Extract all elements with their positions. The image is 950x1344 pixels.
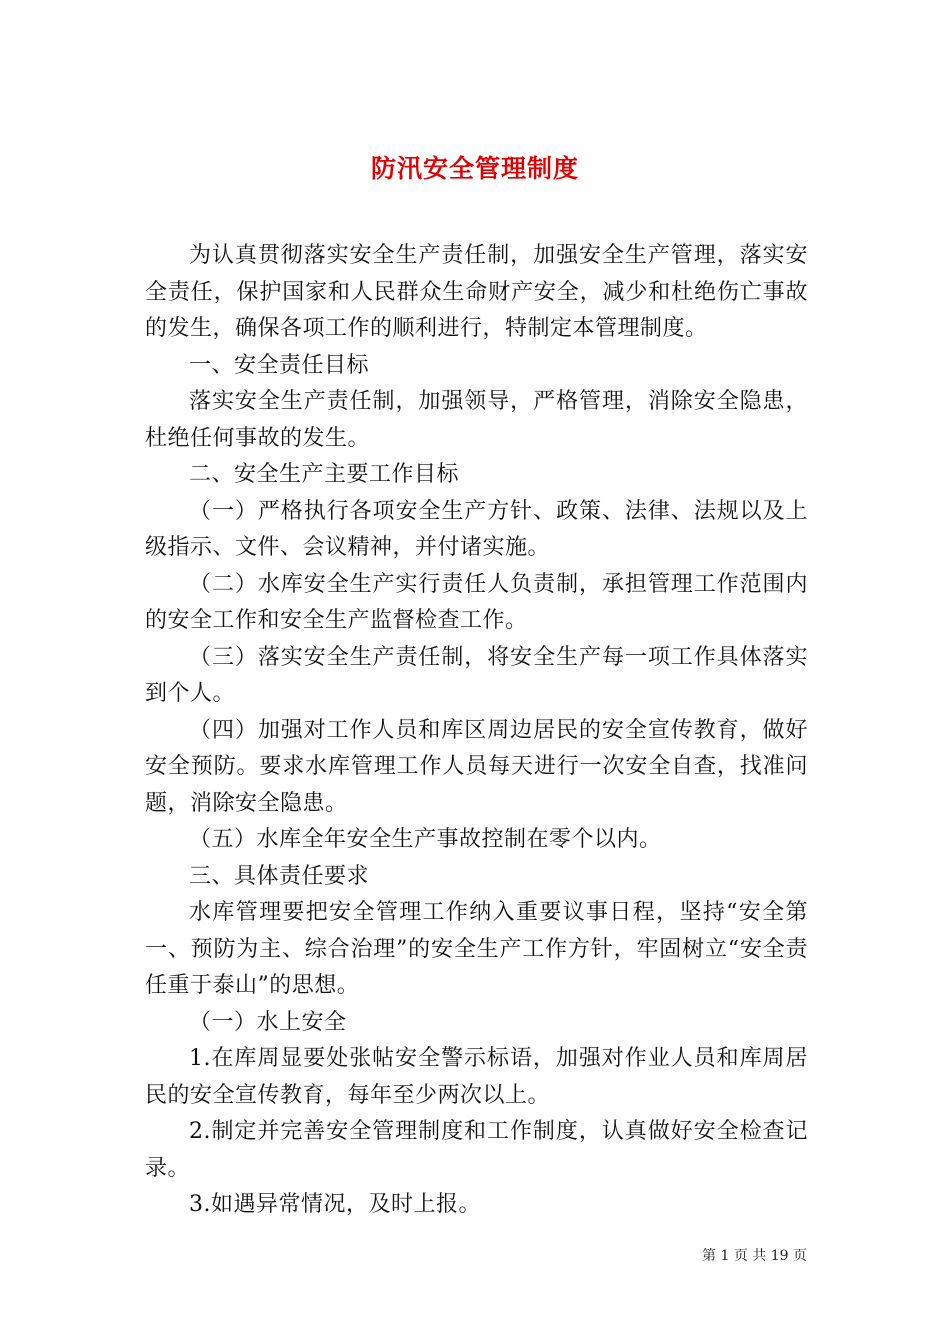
- section-heading: 三、具体责任要求: [189, 863, 370, 889]
- document-body: [145, 238, 808, 1224]
- section-heading: 二、安全生产主要工作目标: [189, 462, 460, 487]
- list-item: 1.在库周显要处张帖安全警示标语，加强对作业人员和库周居民的安全宣传教育，每年至少两次以上。: [145, 1046, 808, 1108]
- list-item: （五）水库全年安全生产事故控制在零个以内。: [189, 827, 662, 852]
- document-title: 防汛安全管理制度: [370, 153, 579, 183]
- list-item: （四）加强对工作人员和库区周边居民的安全宣传教育，做好安全预防。要求水库管理工作人员每天进行一次安全自查，找准问题，消除安全隐患。: [145, 717, 808, 816]
- subsection-heading: （一）水上安全: [189, 1009, 347, 1035]
- list-item: （二）水库安全生产实行责任人负责制，承担管理工作范围内的安全工作和安全生产监督检查工作。: [145, 571, 808, 633]
- paragraph: 落实安全生产责任制，加强领导，严格管理，消除安全隐患，杜绝任何事故的发生。: [145, 389, 808, 451]
- page-number: 第 1 页 共 19 页: [702, 1248, 807, 1264]
- list-item: （一）严格执行各项安全生产方针、政策、法律、法规以及上级指示、文件、会议精神，并付诸实施。: [145, 498, 808, 560]
- paragraph: 水库管理要把安全管理工作纳入重要议事日程，坚持“安全第 一、预防为主、综合治理”的安全生产工作方针，牢固树立“安全责任重于泰山”的思想。: [145, 900, 808, 998]
- list-item: （三）落实安全生产责任制，将安全生产每一项工作具体落实到个人。: [145, 644, 808, 706]
- paragraph: 为认真贯彻落实安全生产责任制，加强安全生产管理，落实安全责任，保护国家和人民群众生命财产安全，减少和杜绝伤亡事故的发生，确保各项工作的顺利进行，特制定本管理制度。: [145, 243, 808, 341]
- list-item: 2.制定并完善安全管理制度和工作制度，认真做好安全检查记录。: [145, 1119, 808, 1181]
- list-item: 3.如遇异常情况，及时上报。: [189, 1192, 481, 1217]
- section-heading: 一、安全责任目标: [189, 352, 370, 378]
